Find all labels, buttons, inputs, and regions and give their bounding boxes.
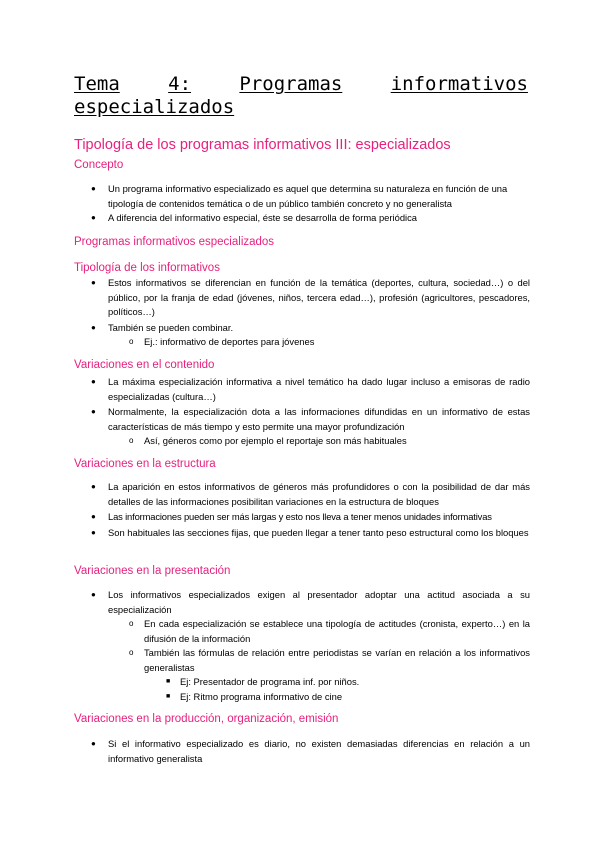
list-item bbox=[166, 675, 530, 690]
list-item-text: En cada especialización se establece una tipología de actitudes (cronista, experto…) en la difusión de la información bbox=[144, 618, 530, 644]
list-item-text: Son habituales las secciones fijas, que pueden llegar a tener tanto peso estructural como los bloques bbox=[108, 527, 529, 538]
bullet-marker: ● bbox=[91, 512, 96, 521]
list-item-text: Ej: Ritmo programa informativo de cine bbox=[180, 691, 343, 702]
title-word: informativos bbox=[390, 73, 528, 95]
bullet-marker: ● bbox=[91, 739, 96, 748]
section-heading-contenido: Variaciones en el contenido bbox=[74, 359, 215, 371]
bullet-marker: ● bbox=[91, 184, 96, 193]
list-item bbox=[129, 335, 530, 350]
list-item bbox=[91, 211, 530, 226]
list-item-text: También las fórmulas de relación entre periodistas se varían en relación a los informativos generalistas bbox=[144, 647, 530, 673]
list-item bbox=[166, 690, 530, 705]
section-heading-concepto: Concepto bbox=[74, 159, 124, 171]
list-item-text: Normalmente, la especialización dota a las informaciones difundidas en un informativo de estas características de más tiempo y esto permite una mayor profundización bbox=[108, 406, 530, 432]
list-item-text: Las informaciones pueden ser más largas y esto nos lleva a tener menos unidades informativas bbox=[108, 511, 492, 522]
list-item bbox=[91, 588, 530, 617]
list-item-text: Los informativos especializados exigen al presentador adoptar una actitud asociada a su especialización bbox=[108, 589, 530, 615]
title-line-1 bbox=[74, 73, 528, 96]
list-item-text: La máxima especialización informativa a nivel temático ha dado lugar incluso a emisoras de radio especializadas (cultura…) bbox=[108, 376, 530, 402]
section-heading-tipologia: Tipología de los informativos bbox=[74, 262, 220, 274]
list-item bbox=[129, 617, 530, 646]
list-item bbox=[91, 375, 530, 404]
bullet-marker: ● bbox=[91, 528, 96, 537]
section-heading-produccion: Variaciones en la producción, organización, emisión bbox=[74, 713, 339, 725]
bullet-marker: ● bbox=[91, 278, 96, 287]
list-item-text: Estos informativos se diferencian en función de la temática (deportes, cultura, sociedad…) o del público, por la franja de edad (jóvenes, niños, tercera edad…), profesión (agricultores, pescadores, políticos…) bbox=[108, 277, 530, 317]
bullet-marker: ● bbox=[91, 590, 96, 599]
title-word: Tema bbox=[74, 73, 120, 95]
title-line-2: especializados bbox=[74, 96, 235, 118]
bullet-marker: ■ bbox=[166, 693, 171, 700]
bullet-marker: o bbox=[129, 436, 134, 445]
list-item bbox=[129, 434, 530, 449]
bullet-marker: ● bbox=[91, 323, 96, 332]
section-heading-presentacion: Variaciones en la presentación bbox=[74, 565, 231, 577]
main-heading: Tipología de los programas informativos III: especializados bbox=[74, 137, 451, 153]
list-item bbox=[91, 480, 530, 509]
bullet-marker: ● bbox=[91, 213, 96, 222]
list-item-text: Así, géneros como por ejemplo el reportaje son más habituales bbox=[144, 435, 407, 446]
bullet-marker: o bbox=[129, 337, 134, 346]
list-item-text: Un programa informativo especializado es aquel que determina su naturaleza en función de una tipología de contenidos temática o de un público también concreto y no generalista bbox=[108, 183, 508, 209]
bullet-marker: ● bbox=[91, 407, 96, 416]
bullet-marker: ● bbox=[91, 482, 96, 491]
list-item-text: Ej: Presentador de programa inf. por niños. bbox=[180, 676, 360, 687]
list-item-text: Ej.: informativo de deportes para jóvenes bbox=[144, 336, 315, 347]
list-item bbox=[91, 510, 530, 525]
list-item-text: Si el informativo especializado es diario, no existen demasiadas diferencias en relación a un informativo generalista bbox=[108, 738, 530, 764]
title-word: 4: bbox=[168, 73, 192, 95]
section-heading-programas: Programas informativos especializados bbox=[74, 236, 275, 248]
list-item bbox=[91, 405, 530, 434]
bullet-marker: o bbox=[129, 648, 134, 657]
bullet-marker: ● bbox=[91, 377, 96, 386]
page-title bbox=[74, 73, 528, 119]
list-item-text: La aparición en estos informativos de géneros más profundidores o con la posibilidad de dar más detalles de las informaciones posibilitan variaciones en la estructura de bloques bbox=[108, 481, 530, 507]
list-item bbox=[91, 526, 530, 541]
list-item bbox=[91, 182, 530, 211]
list-item bbox=[129, 646, 530, 675]
section-heading-estructura: Variaciones en la estructura bbox=[74, 458, 216, 470]
title-word: Programas bbox=[239, 73, 343, 95]
list-item bbox=[91, 276, 530, 320]
list-item-text: También se pueden combinar. bbox=[108, 322, 234, 333]
list-item-text: A diferencia del informativo especial, éste se desarrolla de forma periódica bbox=[108, 212, 418, 223]
list-item bbox=[91, 737, 530, 766]
list-item bbox=[91, 321, 530, 336]
bullet-marker: o bbox=[129, 619, 134, 628]
bullet-marker: ■ bbox=[166, 678, 171, 685]
